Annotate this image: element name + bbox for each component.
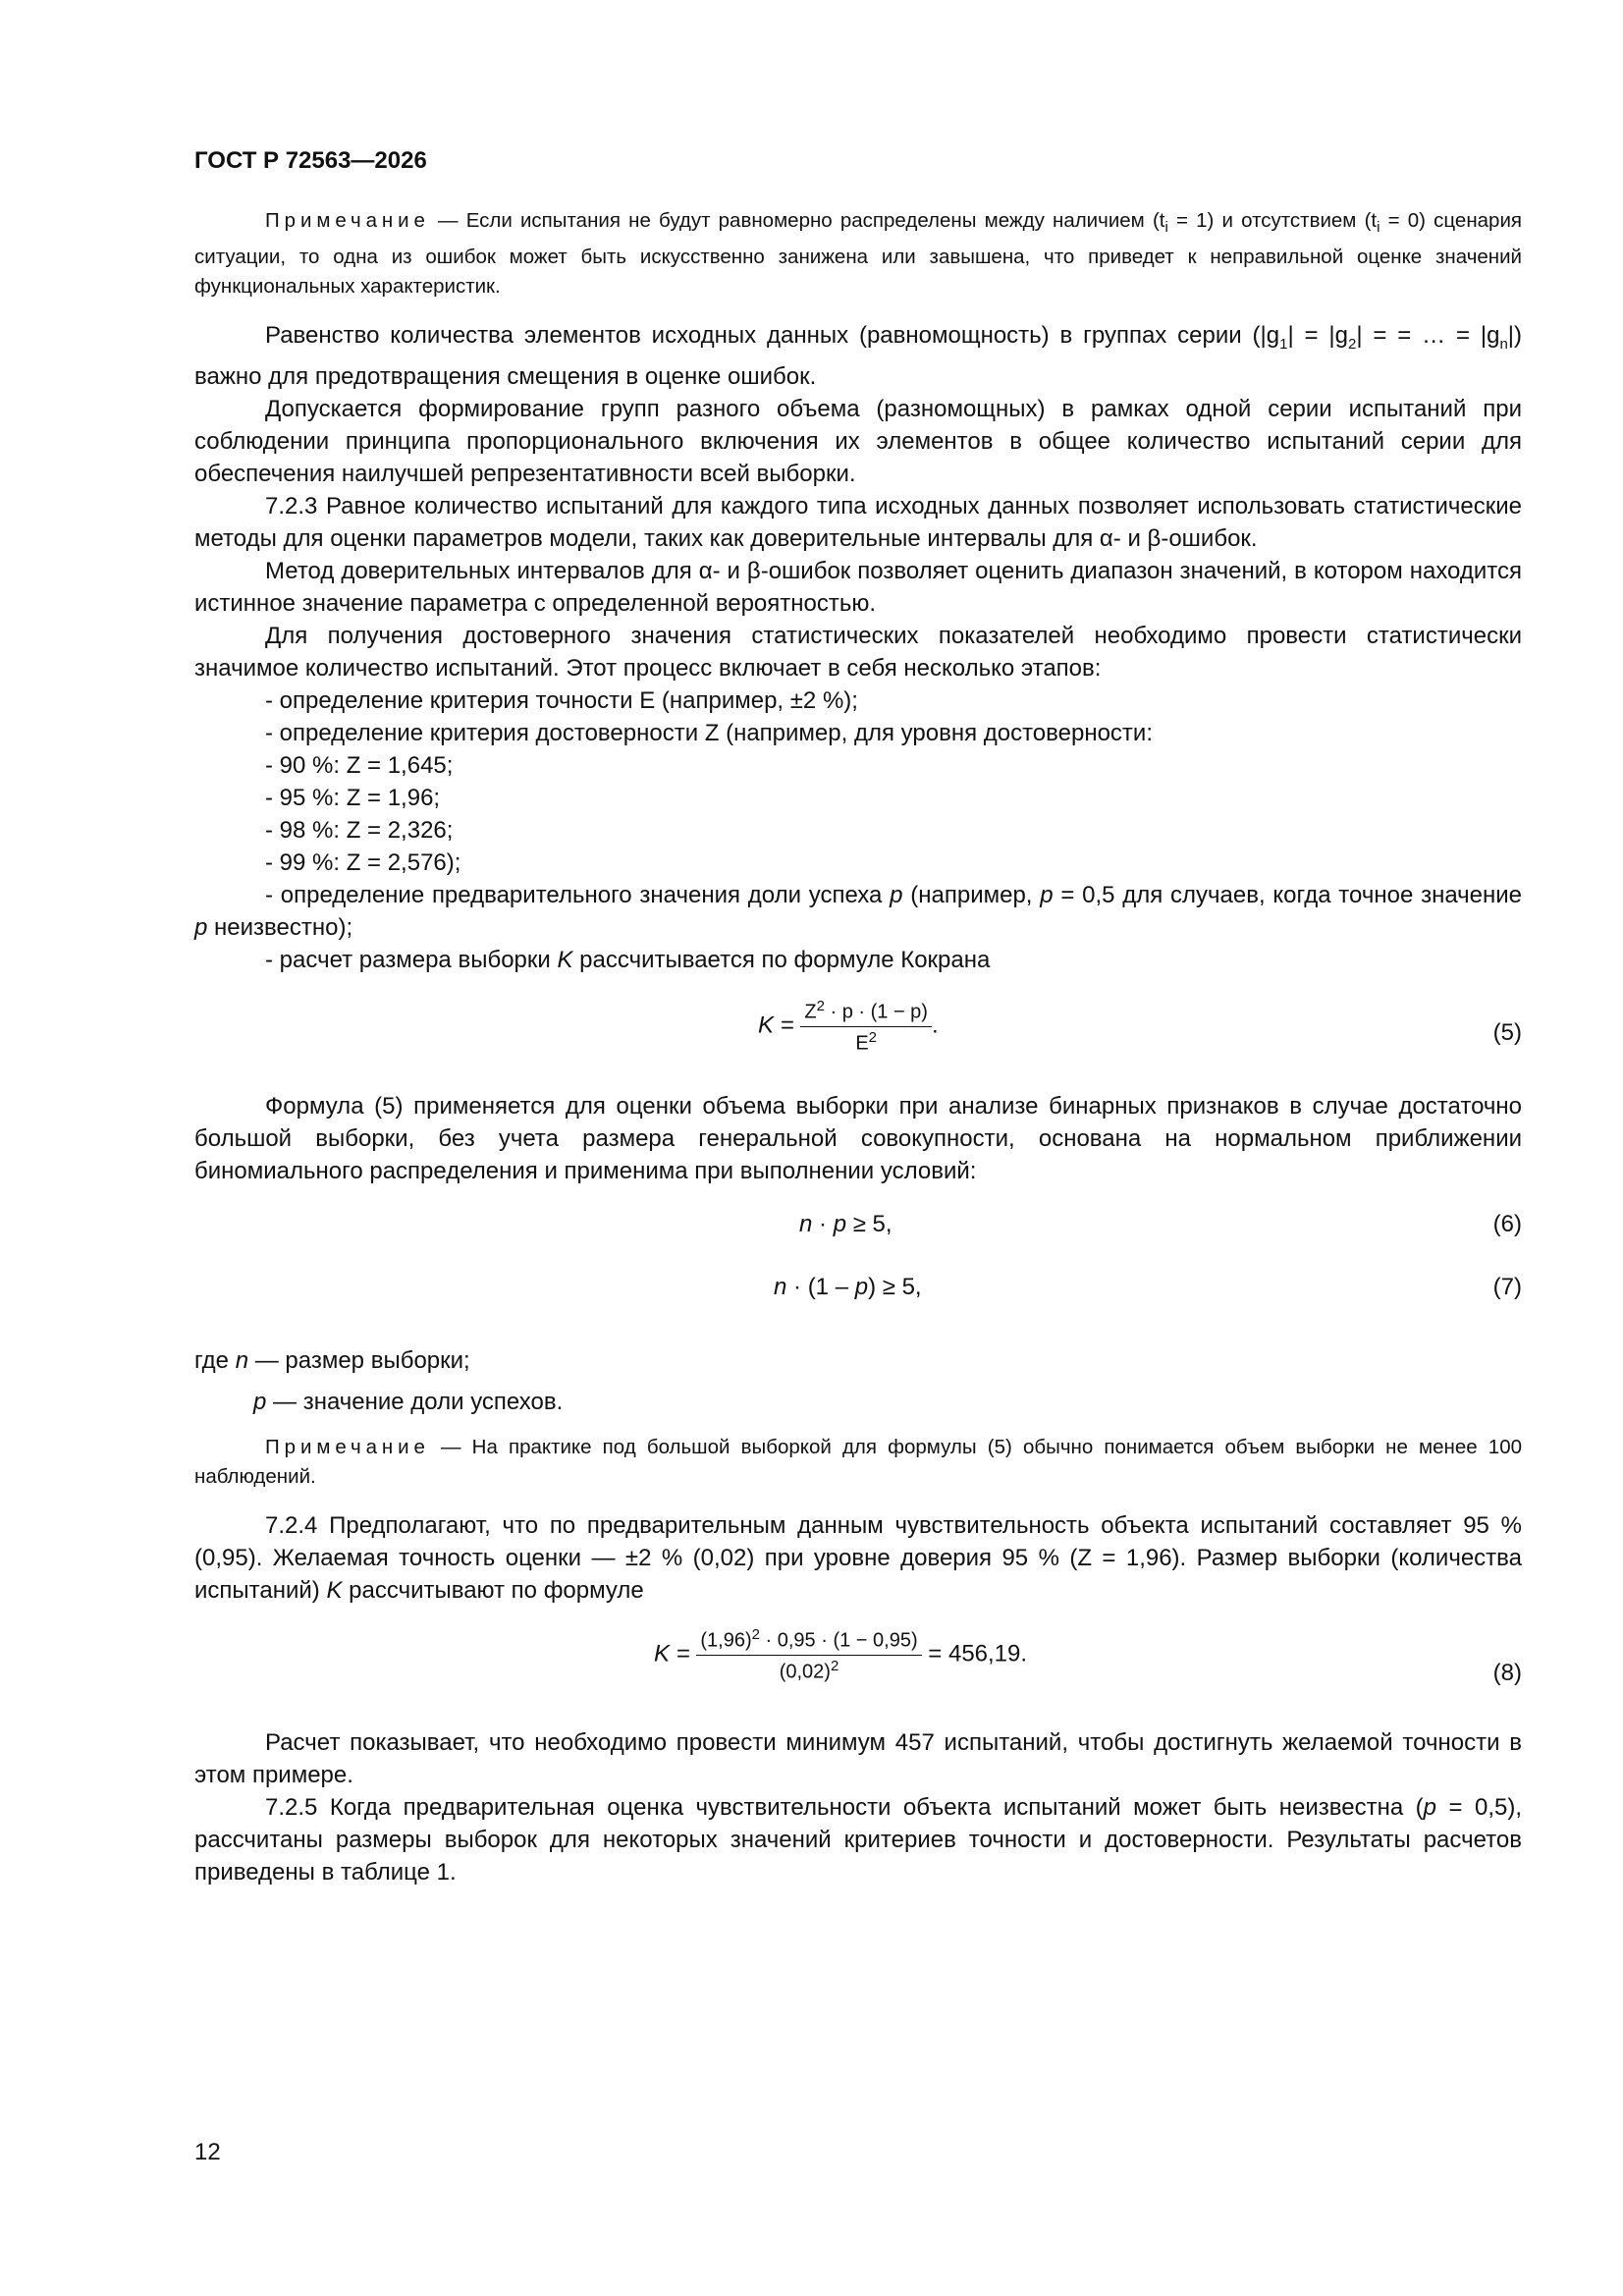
equation-8 — [194, 1607, 1522, 1726]
note-2 — [194, 1433, 1522, 1492]
eq6-text: n · p ≥ 5, — [799, 1210, 893, 1237]
list-item: - 90 %: Z = 1,645; — [265, 751, 454, 779]
list-item: - расчет размера выборки K рассчитывается по формуле Кокрана — [265, 946, 991, 973]
eq5-numerator: $Z^2 \cdot p \cdot (1 - p)$ — [800, 998, 932, 1027]
document-page — [194, 147, 1522, 1888]
document-header: ГОСТ Р 72563—2026 — [194, 147, 427, 174]
list-item: - 98 %: Z = 2,326; — [265, 816, 454, 844]
paragraph-result: Расчет показывает, что необходимо провести минимум 457 испытаний, чтобы достигнуть желаемой точности в этом примере. — [194, 1728, 1522, 1788]
list-item: - 95 %: Z = 1,96; — [265, 784, 441, 811]
eq7-label: (7) — [1492, 1273, 1522, 1300]
equation-6 — [194, 1187, 1522, 1266]
list-item: - 99 %: Z = 2,576); — [265, 848, 461, 876]
where-item: p — значение доли успехов. — [253, 1388, 564, 1415]
paragraph-7-2-3: 7.2.3 Равное количество испытаний для каждого типа исходных данных позволяет использовать статистические методы для оценки параметров модели, таких как доверительные интервалы для α- и β-ошибок. — [194, 492, 1522, 552]
list-item: - определение критерия достоверности Z (например, для уровня достоверности: — [265, 719, 1153, 746]
paragraph-7-2-5: 7.2.5 Когда предварительная оценка чувствительности объекта испытаний может быть неизвестна (p = 0,5), рассчитаны размеры выборок для некоторых значений критериев точности и достоверности. Результаты расчетов приведены в таблице 1. — [194, 1793, 1523, 1886]
equation-5 — [194, 984, 1522, 1090]
eq5-tail: . — [931, 1011, 939, 1039]
list-item: - определение предварительного значения доли успеха p (например, p = 0,5 для случаев, когда точное значение p неизвестно); — [194, 881, 1523, 941]
paragraph-equal-groups: Равенство количества элементов исходных данных (равномощность) в группах серии ($|g_1| = |g_2|$ = = … = $|g_n|$) важно для предотвращения смещения в оценке ошибок. — [194, 322, 1523, 390]
note-1 — [194, 206, 1522, 301]
paragraph-7-2-4: 7.2.4 Предполагают, что по предварительным данным чувствительность объекта испытаний составляет 95 % (0,95). Желаемая точность оценки — ±2 % (0,02) при уровне доверия 95 % (Z = 1,96). Размер выборки (количества испытаний) K рассчитывают по формуле — [194, 1511, 1522, 1604]
eq5-denominator: $E^2$ — [855, 1028, 878, 1055]
eq8-tail: = 456,19. — [928, 1640, 1028, 1667]
page-number: 12 — [194, 2139, 221, 2165]
eq7-text: n · (1 – p) ≥ 5, — [774, 1273, 922, 1300]
eq8-denominator: $(0,02)^2$ — [779, 1657, 839, 1683]
equation-7 — [194, 1266, 1522, 1340]
eq5-fraction — [800, 998, 932, 1055]
note-label: Примечание — [265, 209, 430, 232]
eq5-label: (5) — [1492, 1018, 1522, 1046]
eq8-fraction — [696, 1626, 921, 1683]
note-label: Примечание — [265, 1435, 430, 1458]
eq6-label: (6) — [1492, 1210, 1522, 1237]
paragraph-unequal-groups: Допускается формирование групп разного объема (разномощных) в рамках одной серии испытаний при соблюдении принципа пропорционального включения их элементов в общее количество испытаний серии для обеспечения наилучшей репрезентативности всей выборки. — [194, 395, 1522, 487]
note-text: — На практике под большой выборкой для формулы (5) обычно понимается объем выборки не менее 100 наблюдений. — [194, 1435, 1522, 1488]
paragraph-confidence-intervals: Метод доверительных интервалов для α- и β-ошибок позволяет оценить диапазон значений, в котором находится истинное значение параметра с определенной вероятностью. — [194, 557, 1522, 617]
list-item: - определение критерия точности E (например, ±2 %); — [265, 686, 858, 714]
eq8-numerator: $(1,96)^2 \cdot 0,95 \cdot (1 - 0,95)$ — [696, 1626, 921, 1656]
eq8-lhs: K = — [654, 1640, 690, 1667]
where-item: где n — размер выборки; — [194, 1346, 470, 1374]
note-text: — Если испытания не будут равномерно распределены между наличием $(t_i = 1)$ и отсутствием $(t_i = 0)$ сценария ситуации, то одна из ошибок может быть искусственно занижена или завышена, что приведет к неправильной оценке значений функциональных характеристик. — [194, 209, 1523, 299]
paragraph-stat-steps: Для получения достоверного значения статистических показателей необходимо провести статистически значимое количество испытаний. Этот процесс включает в себя несколько этапов: — [194, 622, 1522, 682]
eq8-label: (8) — [1492, 1659, 1522, 1686]
eq5-lhs: K = — [758, 1011, 794, 1039]
paragraph-formula-5: Формула (5) применяется для оценки объема выборки при анализе бинарных признаков в случае достаточно большой выборки, без учета размера генеральной совокупности, основана на нормальном приближении биномиального распределения и применима при выполнении условий: — [194, 1092, 1522, 1184]
